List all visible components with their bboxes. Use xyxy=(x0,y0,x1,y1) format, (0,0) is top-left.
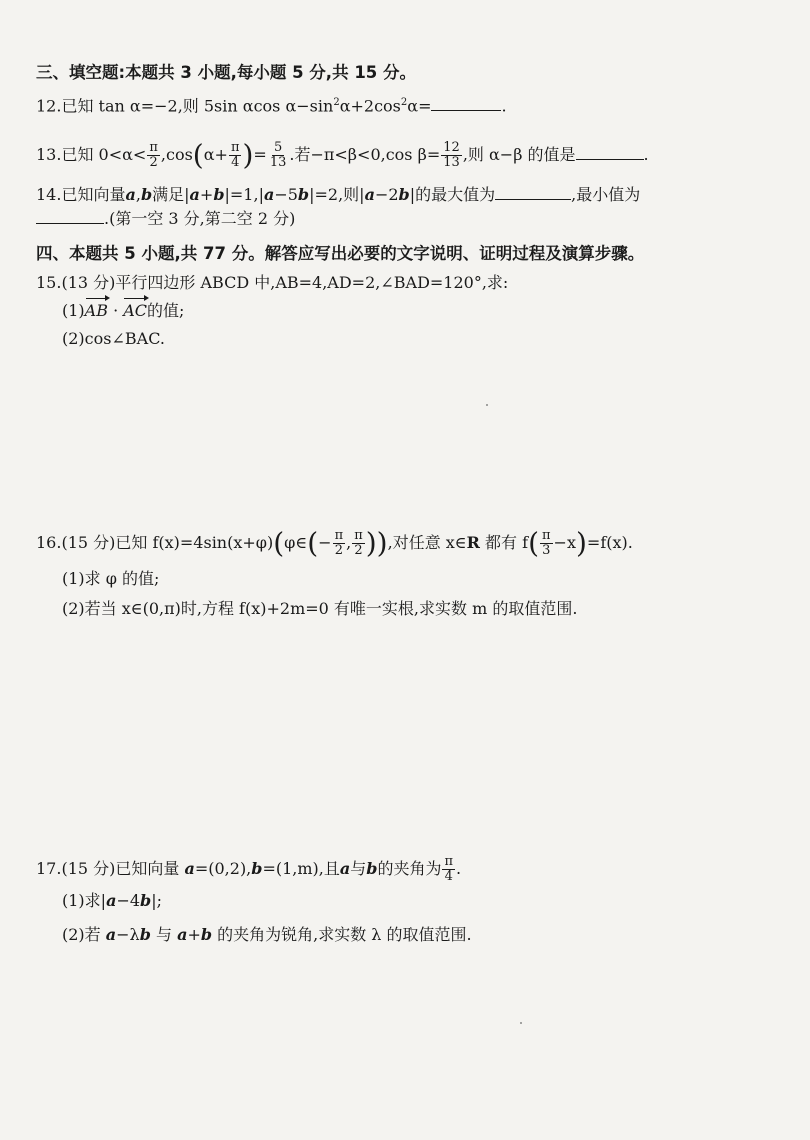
question-12: 12.已知 tan α=−2,则 5sin αcos $\alpha-\sin^2\alpha+2\cos^2\alpha=$ . xyxy=(36,96,507,116)
question-16-part2: (2)若当 x∈(0,π)时,方程 f(x)+2m=0 有唯一实根,求实数 m 的取值范围. xyxy=(62,599,578,618)
section-4-heading: 四、本题共 5 小题,共 77 分。解答应写出必要的文字说明、证明过程及演算步骤。 xyxy=(36,244,645,263)
question-14: 14.已知向量a,b满足|a+b|=1,|a−5b|=2,则|a−2b|的最大值为 ,最小值为 xyxy=(36,185,641,204)
question-13: 13.已知 0<α< $\frac{\pi}{2}$ ,cos(α+ $\frac{\pi}{4}$ )= $\frac{5}{13}$ .若−π<β<0,cos β= $\frac{12}{13}$ ,则 α−β 的值是 . xyxy=(36,138,649,172)
question-14-line2: .(第一空 3 分,第二空 2 分) xyxy=(36,208,800,230)
q14-min-blank[interactable] xyxy=(36,209,104,224)
question-16-part1: (1)求 φ 的值; xyxy=(62,569,160,588)
fraction-pi-over-4: $\frac{\pi}{4}$ xyxy=(444,854,454,884)
section-3-heading: 三、填空题:本题共 3 小题,每小题 5 分,共 15 分。 xyxy=(36,63,417,82)
paper-speck xyxy=(520,1022,522,1024)
question-17-part1: (1)求|a−4b|; xyxy=(62,891,162,910)
fraction-pi-over-2: $\frac{\pi}{2}$ xyxy=(334,528,344,558)
vector-ac: AC xyxy=(123,301,148,320)
q12-answer-blank[interactable] xyxy=(431,96,501,111)
q12-number: 12. xyxy=(36,96,62,116)
fraction-pi-over-3: $\frac{\pi}{3}$ xyxy=(542,528,551,558)
fraction-12-over-13: $\frac{12}{13}$ xyxy=(443,140,460,170)
paper-speck xyxy=(486,404,488,406)
fraction-pi-over-2: $\frac{\pi}{2}$ xyxy=(149,140,158,170)
fraction-5-over-13: $\frac{5}{13}$ xyxy=(269,140,287,170)
question-17-part2: (2)若 a−λb 与 a+b 的夹角为锐角,求实数 λ 的取值范围. xyxy=(62,925,472,944)
question-16: 16.(15 分)已知 f(x)=4sin(x+φ)(φ∈(− $\frac{\pi}{2}$ , $\frac{\pi}{2}$ )),对任意 x∈R 都有 f( $\frac{\pi}{3}$ −x)=f(x). xyxy=(36,526,633,560)
question-17: 17.(15 分)已知向量 a=(0,2),b=(1,m),且a与b的夹角为 $\frac{\pi}{4}$ . xyxy=(36,854,462,884)
question-15: 15.(13 分)平行四边形 ABCD 中,AB=4,AD=2,∠BAD=120°,求: xyxy=(36,273,509,292)
vector-ab: AB xyxy=(84,301,108,320)
q14-max-blank[interactable] xyxy=(495,185,571,200)
fraction-pi-over-4: $\frac{\pi}{4}$ xyxy=(230,140,240,170)
question-15-part2: (2)cos∠BAC. xyxy=(62,329,165,348)
q13-answer-blank[interactable] xyxy=(576,145,644,160)
fraction-pi-over-2b: $\frac{\pi}{2}$ xyxy=(354,528,363,558)
question-15-part1: (1)AB · AC的值; xyxy=(62,301,185,320)
